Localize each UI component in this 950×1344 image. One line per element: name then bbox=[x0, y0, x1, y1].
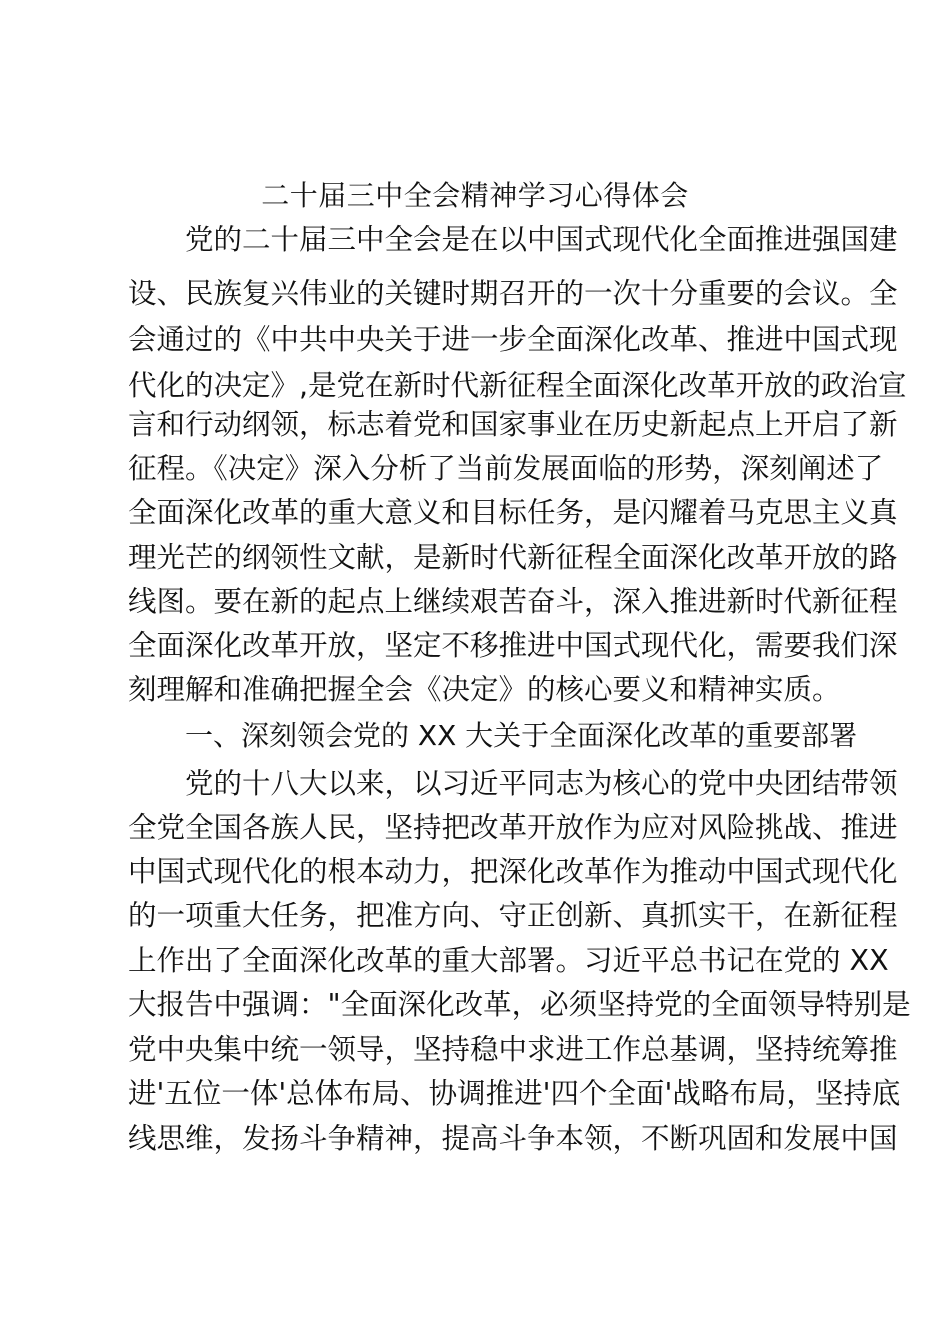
paragraph-2-line-5: 上作出了全面深化改革的重大部署。习近平总书记在党的 XX bbox=[128, 944, 889, 977]
paragraph-2-line-6: 大报告中强调："全面深化改革，必须坚持党的全面领导特别是 bbox=[128, 988, 911, 1021]
paragraph-2-line-8: 进'五位一体'总体布局、协调推进'四个全面'战略布局，坚持底 bbox=[128, 1077, 901, 1110]
paragraph-2-line-2: 全党全国各族人民，坚持把改革开放作为应对风险挑战、推进 bbox=[128, 811, 898, 844]
paragraph-2-line-1: 党的十八大以来，以习近平同志为核心的党中央团结带领 bbox=[185, 767, 898, 800]
paragraph-2-line-4: 的一项重大任务，把准方向、守正创新、真抓实干，在新征程 bbox=[128, 899, 898, 932]
paragraph-1-line-7: 全面深化改革的重大意义和目标任务，是闪耀着马克思主义真 bbox=[128, 496, 898, 529]
paragraph-1-line-5: 言和行动纲领，标志着党和国家事业在历史新起点上开启了新 bbox=[128, 408, 898, 441]
paragraph-1-line-10: 全面深化改革开放，坚定不移推进中国式现代化，需要我们深 bbox=[128, 629, 898, 662]
paragraph-1-line-11: 刻理解和准确把握全会《决定》的核心要义和精神实质。 bbox=[128, 673, 841, 706]
paragraph-1-line-4: 代化的决定》,是党在新时代新征程全面深化改革开放的政治宣 bbox=[128, 369, 907, 402]
section-heading-1: 一、深刻领会党的 XX 大关于全面深化改革的重要部署 bbox=[185, 719, 858, 752]
document-title: 二十届三中全会精神学习心得体会 bbox=[261, 179, 689, 212]
paragraph-1-line-1: 党的二十届三中全会是在以中国式现代化全面推进强国建 bbox=[185, 223, 898, 256]
paragraph-1-line-8: 理光芒的纲领性文献，是新时代新征程全面深化改革开放的路 bbox=[128, 541, 898, 574]
paragraph-2-line-9: 线思维，发扬斗争精神，提高斗争本领，不断巩固和发展中国 bbox=[128, 1122, 898, 1155]
paragraph-1-line-3: 会通过的《中共中央关于进一步全面深化改革、推进中国式现 bbox=[128, 323, 898, 356]
paragraph-1-line-2: 设、民族复兴伟业的关键时期召开的一次十分重要的会议。全 bbox=[128, 277, 898, 310]
paragraph-2-line-7: 党中央集中统一领导，坚持稳中求进工作总基调，坚持统筹推 bbox=[128, 1033, 898, 1066]
paragraph-2-line-3: 中国式现代化的根本动力，把深化改革作为推动中国式现代化 bbox=[128, 855, 898, 888]
paragraph-1-line-6: 征程。《决定》深入分析了当前发展面临的形势，深刻阐述了 bbox=[128, 452, 884, 485]
paragraph-1-line-9: 线图。要在新的起点上继续艰苦奋斗，深入推进新时代新征程 bbox=[128, 585, 898, 618]
